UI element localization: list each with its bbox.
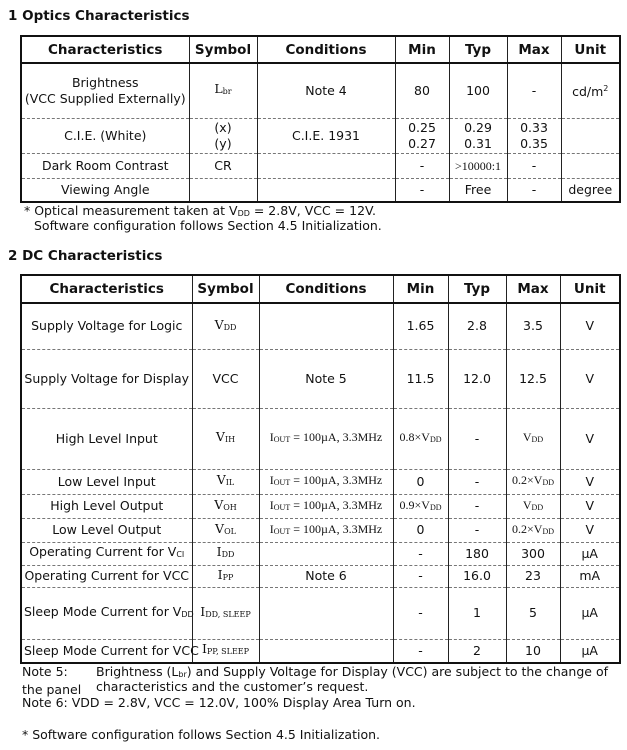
cell: 0 — [393, 518, 448, 542]
cell: C.I.E. (White) — [21, 118, 189, 153]
cell: 1 — [448, 587, 506, 639]
cell: 12.5 — [506, 349, 560, 408]
cell: 80 — [395, 63, 449, 118]
cell: $V_{DD}$ — [506, 494, 560, 518]
table-row — [21, 349, 620, 408]
cell: (x) (y) — [189, 118, 257, 153]
table-row — [21, 303, 620, 349]
col-header: Unit — [560, 275, 620, 303]
table-row — [21, 63, 620, 118]
cell: $L_{br}$ — [189, 63, 257, 118]
cell: Viewing Angle — [21, 178, 189, 202]
cell: degree — [561, 178, 620, 202]
cell: 23 — [506, 565, 560, 587]
table-row — [21, 408, 620, 469]
cell: $I_{OUT} = 100\mu A$, 3.3MHz — [259, 408, 393, 469]
cell: µA — [560, 587, 620, 639]
cell: 11.5 — [393, 349, 448, 408]
cell: Sleep Mode Current for $V_{DD}$ — [21, 587, 192, 639]
cell: $0.2\times V_{DD}$ — [506, 518, 560, 542]
cell: 5 — [506, 587, 560, 639]
cell: 3.5 — [506, 303, 560, 349]
cell: $I_{PP}$ — [192, 565, 259, 587]
cell: $V_{OH}$ — [192, 494, 259, 518]
cell: CR — [189, 153, 257, 178]
cell: 300 — [506, 542, 560, 565]
col-header: Characteristics — [21, 36, 189, 63]
cell: Low Level Input — [21, 469, 192, 494]
cell: $I_{PP, SLEEP}$ — [192, 639, 259, 663]
col-header: Conditions — [257, 36, 395, 63]
cell: - — [393, 587, 448, 639]
cell: 0.33 0.35 — [507, 118, 561, 153]
table-row — [21, 518, 620, 542]
cell: - — [507, 63, 561, 118]
cell: $I_{DD, SLEEP}$ — [192, 587, 259, 639]
col-header: Max — [507, 36, 561, 63]
cell: - — [393, 542, 448, 565]
cell: V — [560, 469, 620, 494]
cell: - — [395, 178, 449, 202]
cell: $I_{DD}$ — [192, 542, 259, 565]
table-row — [21, 565, 620, 587]
cell: V — [560, 408, 620, 469]
cell: $V_{IH}$ — [192, 408, 259, 469]
cell: 10 — [506, 639, 560, 663]
optics-note: Software configuration follows Section 4.5 Initialization. — [34, 218, 382, 233]
cell: Operating Current for VCC — [21, 565, 192, 587]
dc-heading: 2 DC Characteristics — [8, 248, 163, 264]
cell — [257, 153, 395, 178]
dc-note-5-cont: characteristics and the customer’s request. — [96, 679, 369, 694]
cell: Note 5 — [259, 349, 393, 408]
cell: $0.2\times V_{DD}$ — [506, 469, 560, 494]
cell: $I_{OUT} = 100\mu A$, 3.3MHz — [259, 469, 393, 494]
cell: Note 6 — [259, 565, 393, 587]
cell: - — [393, 639, 448, 663]
table-row — [21, 178, 620, 202]
cell: 100 — [449, 63, 507, 118]
cell: Note 4 — [257, 63, 395, 118]
cell: $0.9\times V_{DD}$ — [393, 494, 448, 518]
cell: 2.8 — [448, 303, 506, 349]
cell — [259, 587, 393, 639]
cell: - — [393, 565, 448, 587]
cell: Operating Current for $V_{CI}$ — [21, 542, 192, 565]
col-header: Typ — [448, 275, 506, 303]
optics-table — [20, 35, 621, 203]
cell — [259, 639, 393, 663]
cell: - — [448, 494, 506, 518]
dc-note-5: Note 5: Brightness $(L_{br})$ and Supply Voltage for Display (VCC) are subject to the change of the panel — [22, 664, 608, 697]
cell — [259, 542, 393, 565]
cell: 180 — [448, 542, 506, 565]
cell: 0.29 0.31 — [449, 118, 507, 153]
cell: 12.0 — [448, 349, 506, 408]
cell: 16.0 — [448, 565, 506, 587]
cell: C.I.E. 1931 — [257, 118, 395, 153]
cell: 1.65 — [393, 303, 448, 349]
cell: 2 — [448, 639, 506, 663]
cell: µA — [560, 542, 620, 565]
cell: mA — [560, 565, 620, 587]
cell: Sleep Mode Current for VCC — [21, 639, 192, 663]
cell: V — [560, 303, 620, 349]
cell: - — [448, 518, 506, 542]
cell: Low Level Output — [21, 518, 192, 542]
table-row — [21, 118, 620, 153]
cell: $I_{OUT} = 100\mu A$, 3.3MHz — [259, 518, 393, 542]
table-row — [21, 494, 620, 518]
cell: $V_{IL}$ — [192, 469, 259, 494]
cell: High Level Input — [21, 408, 192, 469]
cell: V — [560, 349, 620, 408]
dc-note-7: * Software configuration follows Section 4.5 Initialization. — [22, 727, 381, 742]
cell — [561, 118, 620, 153]
table-row — [21, 587, 620, 639]
col-header: Min — [393, 275, 448, 303]
col-header: Max — [506, 275, 560, 303]
col-header: Conditions — [259, 275, 393, 303]
cell: $V_{DD}$ — [192, 303, 259, 349]
cell: Supply Voltage for Logic — [21, 303, 192, 349]
cell: $V_{OL}$ — [192, 518, 259, 542]
dc-note-6: Note 6: VDD = 2.8V, VCC = 12.0V, 100% Display Area Turn on. — [22, 695, 416, 710]
cell: VCC — [192, 349, 259, 408]
col-header: Min — [395, 36, 449, 63]
cell: - — [507, 153, 561, 178]
cell: V — [560, 494, 620, 518]
cell: >10000:1 — [449, 153, 507, 178]
cell: Dark Room Contrast — [21, 153, 189, 178]
cell: - — [448, 408, 506, 469]
cell: $0.8\times V_{DD}$ — [393, 408, 448, 469]
table-header-row — [21, 275, 620, 303]
col-header: Symbol — [192, 275, 259, 303]
cell — [257, 178, 395, 202]
cell: µA — [560, 639, 620, 663]
table-row — [21, 639, 620, 663]
col-header: Characteristics — [21, 275, 192, 303]
col-header: Symbol — [189, 36, 257, 63]
cell: - — [507, 178, 561, 202]
cell: High Level Output — [21, 494, 192, 518]
optics-note: * Optical measurement taken at $V_{DD} = 2.8V$, VCC = 12V. — [24, 203, 376, 218]
col-header: Typ — [449, 36, 507, 63]
cell: - — [395, 153, 449, 178]
table-row — [21, 469, 620, 494]
optics-heading: 1 Optics Characteristics — [8, 8, 190, 24]
cell — [561, 153, 620, 178]
cell: $I_{OUT} = 100\mu A$, 3.3MHz — [259, 494, 393, 518]
cell: - — [448, 469, 506, 494]
table-row — [21, 542, 620, 565]
table-header-row — [21, 36, 620, 63]
cell: 0.25 0.27 — [395, 118, 449, 153]
cell: Brightness (VCC Supplied Externally) — [21, 63, 189, 118]
dc-table — [20, 274, 621, 664]
cell: 0 — [393, 469, 448, 494]
cell: Free — [449, 178, 507, 202]
table-row — [21, 153, 620, 178]
cell: V — [560, 518, 620, 542]
cell: $V_{DD}$ — [506, 408, 560, 469]
cell: Supply Voltage for Display — [21, 349, 192, 408]
cell: $cd/m^2$ — [561, 63, 620, 118]
col-header: Unit — [561, 36, 620, 63]
cell — [259, 303, 393, 349]
cell — [189, 178, 257, 202]
